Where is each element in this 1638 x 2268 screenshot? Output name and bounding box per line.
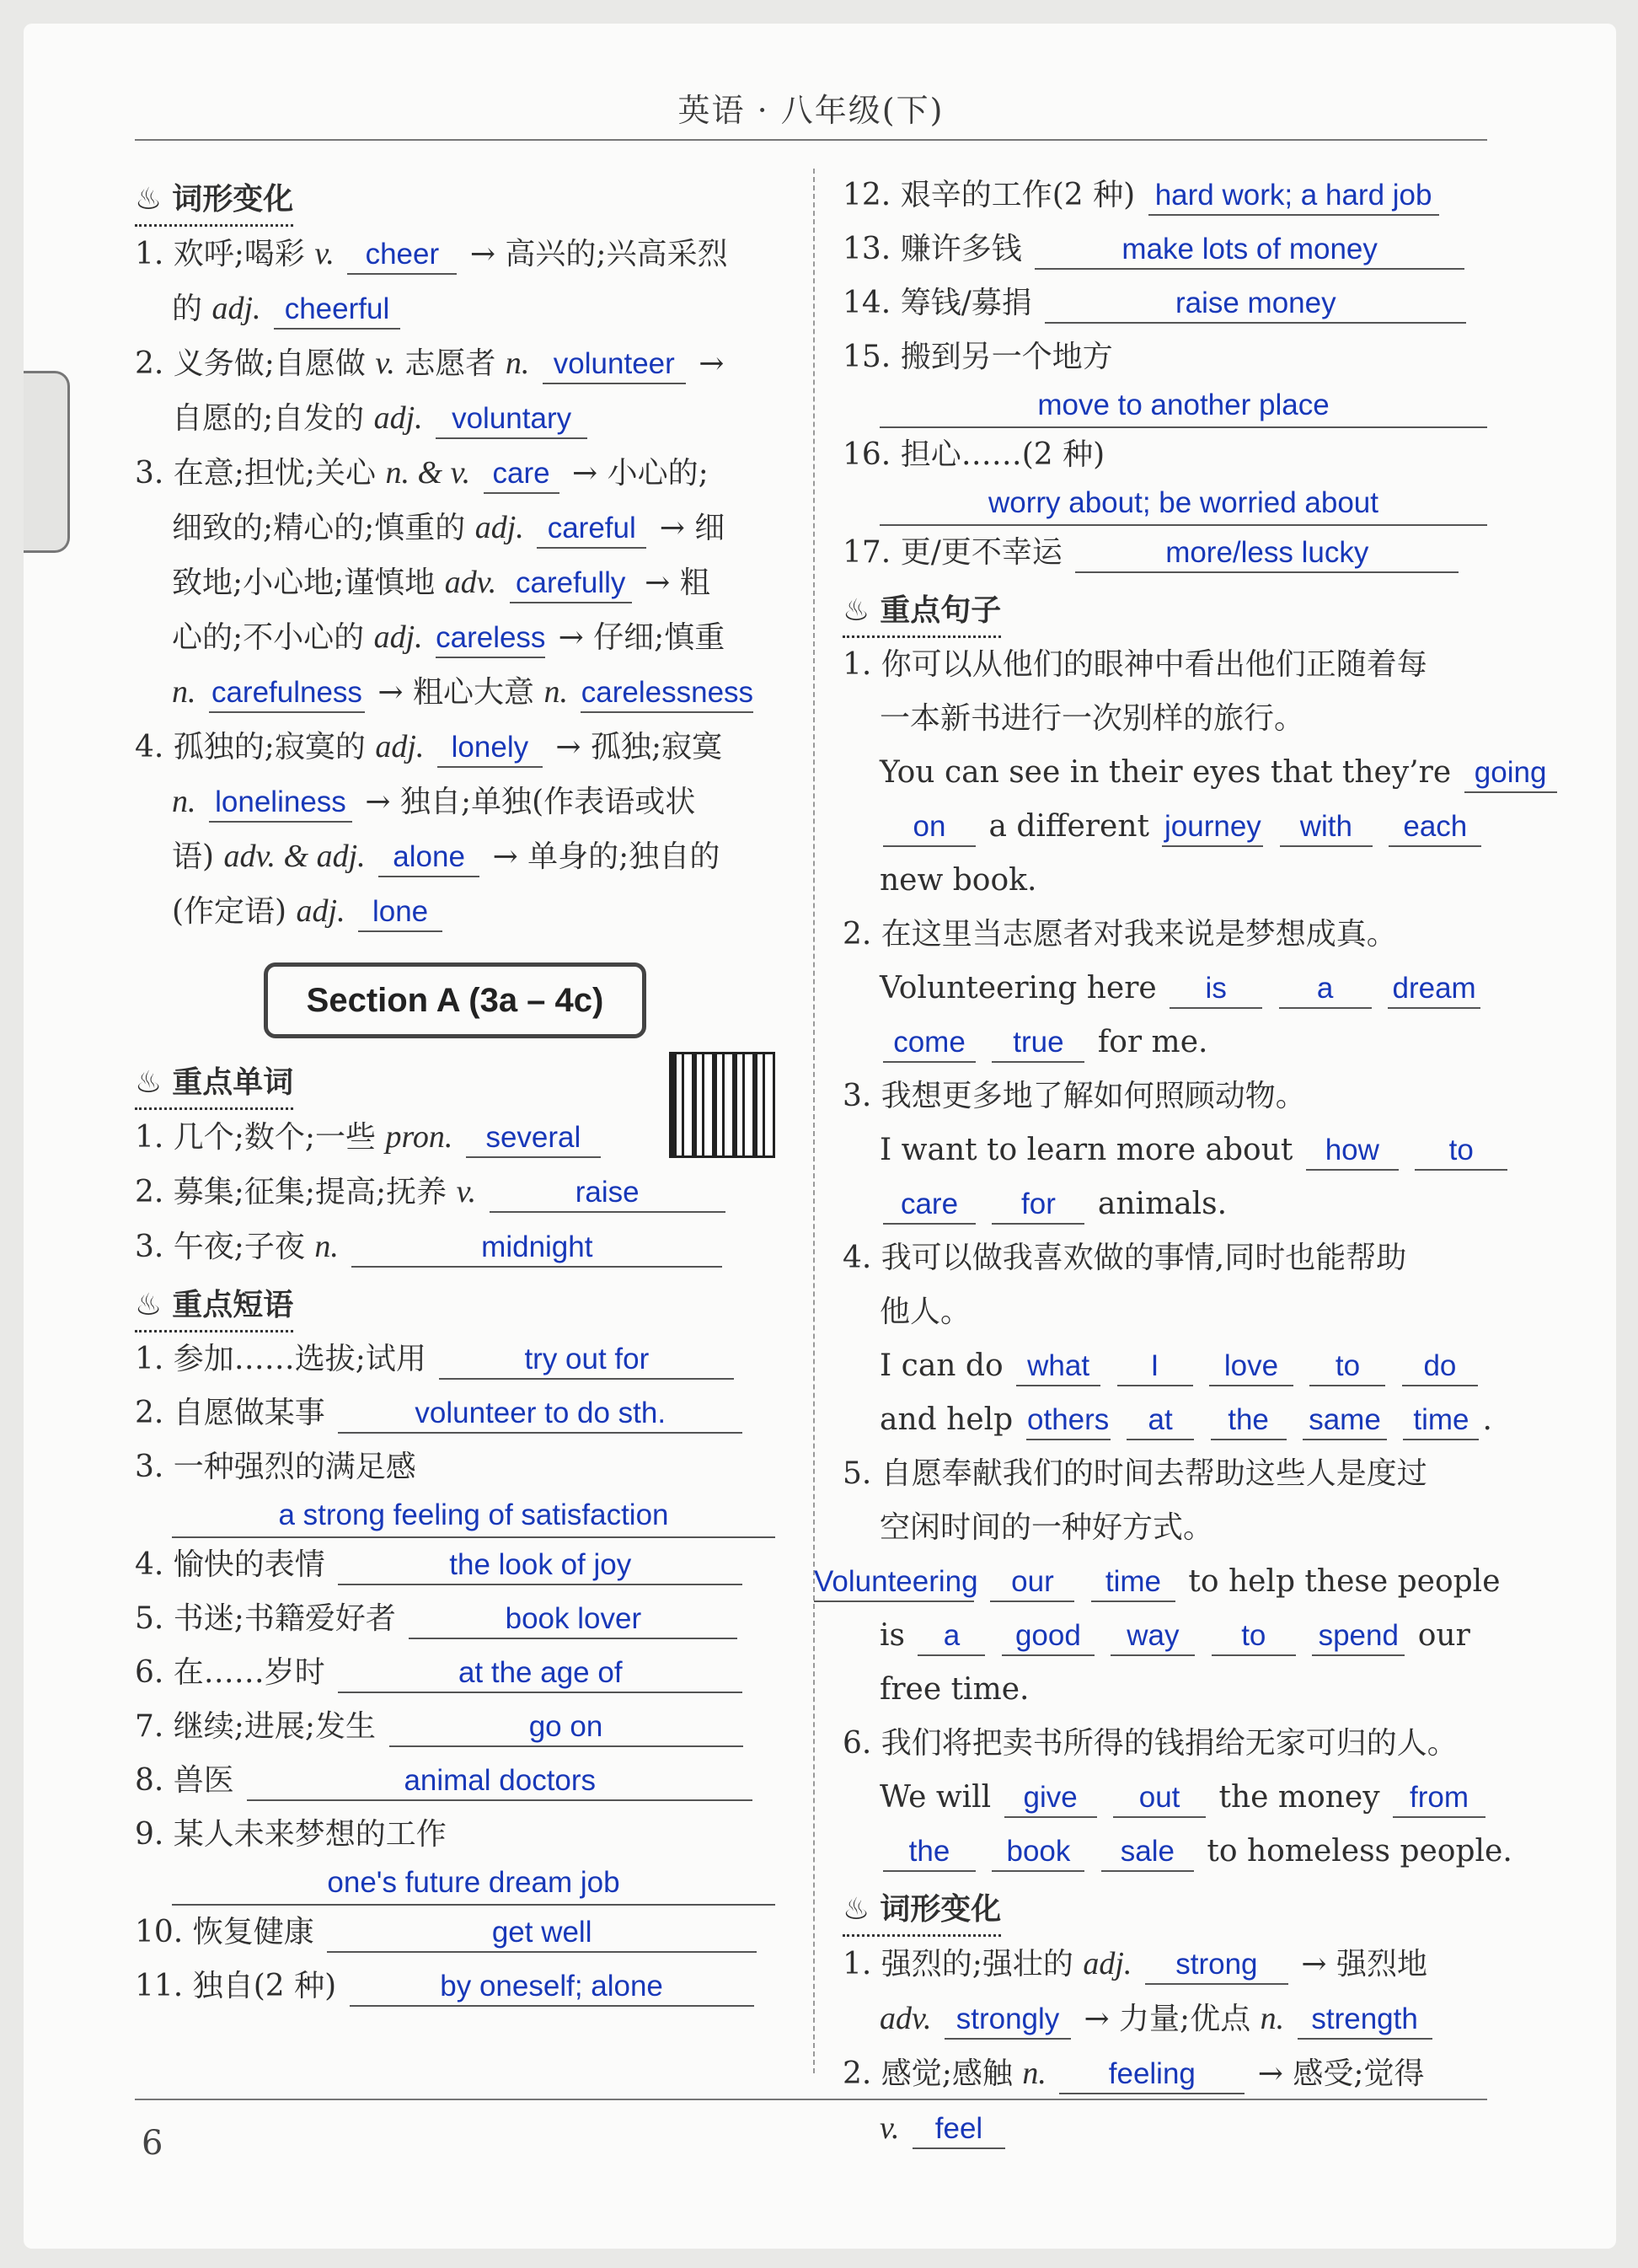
answer-blank: the (883, 1833, 976, 1872)
answer-blank: journey (1162, 808, 1263, 847)
answer-blank: strength (1298, 2001, 1432, 2040)
answer-blank: carelessness (581, 674, 753, 713)
page-number: 6 (142, 2124, 163, 2163)
answer-blank: how (1306, 1132, 1399, 1171)
answer-blank: to (1309, 1348, 1385, 1386)
answer-blank: each (1389, 808, 1481, 847)
list-item: 1. 强烈的;强壮的 adj. strong → 强烈地 (843, 1937, 1487, 1992)
steam-bowl-icon: ♨ (135, 1065, 163, 1100)
sentence-prompt: 一本新书进行一次别样的旅行。 (880, 701, 1305, 736)
sentence-answer: on a different journey with each (843, 800, 1487, 854)
answer-blank: out (1113, 1779, 1206, 1818)
answer-blank: careful (537, 510, 646, 549)
sentence-answer: Volunteering our time to help these people (843, 1555, 1487, 1609)
sentence-prompt: 1. 你可以从他们的眼神中看出他们正随着每 (843, 647, 1427, 682)
list-item: 8. 兽医 animal doctors (135, 1754, 775, 1808)
sentence-answer: We will give out the money from (843, 1771, 1487, 1825)
answer-blank: a (918, 1617, 985, 1656)
list-item: 1. 几个;数个;一些 pron. several (135, 1110, 775, 1165)
word-forms-2-heading: ♨ 词形变化 (843, 1885, 1001, 1937)
answer-blank: book lover (409, 1600, 737, 1639)
answer-blank: lonely (437, 729, 543, 768)
list-item: 17. 更/更不幸运 more/less lucky (843, 526, 1487, 580)
answer-blank: at the age of (338, 1654, 742, 1693)
answer-blank: what (1016, 1348, 1100, 1386)
page-header: 英语 · 八年级(下) (677, 92, 945, 129)
list-item: (作定语) adj. lone (135, 884, 775, 939)
list-item: n. loneliness → 独自;单独(作表语或状 (135, 775, 775, 829)
list-item: 致地;小心地;谨慎地 adv. carefully → 粗 (135, 555, 775, 610)
answer-blank: by oneself; alone (350, 1968, 754, 2007)
answer-blank: care (484, 455, 559, 494)
answer-blank: feeling (1059, 2056, 1245, 2094)
answer-blank: the (1211, 1402, 1287, 1440)
answer-blank: strongly (945, 2001, 1071, 2040)
list-item: n. carefulness → 粗心大意 n. carelessness (135, 665, 775, 720)
answer-blank: careless (436, 619, 545, 658)
left-column (135, 169, 775, 2013)
sentence-answer: is a good way to spend our (843, 1609, 1487, 1663)
list-item: 1. 欢呼;喝彩 v. cheer → 高兴的;兴高采烈 (135, 227, 775, 281)
answer-blank: good (1002, 1617, 1095, 1656)
list-item: 16. 担心……(2 种) (843, 437, 1105, 472)
answer-blank: others (1026, 1402, 1111, 1440)
list-item: 10. 恢复健康 get well (135, 1906, 775, 1960)
key-phrases-heading: ♨ 重点短语 (135, 1281, 293, 1332)
answer-blank: animal doctors (247, 1762, 752, 1801)
sentence-answer: and help others at the same time . (843, 1393, 1487, 1447)
list-item: v. feel (843, 2101, 1487, 2156)
answer-blank: try out for (439, 1341, 734, 1380)
list-item: 2. 募集;征集;提高;抚养 v. raise (135, 1165, 775, 1220)
key-words-block (135, 1052, 775, 1274)
answer-blank: the look of joy (338, 1547, 742, 1585)
answer-blank: more/less lucky (1075, 534, 1459, 573)
sentence-answer: new book. (880, 863, 1037, 898)
answer-blank: from (1393, 1779, 1485, 1818)
answer-blank: for (992, 1186, 1084, 1225)
answer-blank: midnight (351, 1229, 722, 1268)
answer-blank: alone (378, 839, 479, 877)
answer-blank: true (992, 1024, 1084, 1063)
footer-divider (135, 2099, 1487, 2100)
sentence-answer: come true for me. (843, 1016, 1487, 1070)
answer-blank: to (1212, 1617, 1296, 1656)
answer-blank: time (1403, 1402, 1479, 1440)
header-divider (135, 139, 1487, 141)
answer-blank: sale (1101, 1833, 1194, 1872)
answer-blank: raise money (1045, 285, 1466, 324)
list-item: 2. 义务做;自愿做 v. 志愿者 n. volunteer → (135, 336, 775, 391)
sentence-prompt: 空闲时间的一种好方式。 (880, 1510, 1214, 1545)
answer-blank: hard work; a hard job (1148, 177, 1439, 216)
sentence-answer: Volunteering here is a dream (843, 962, 1487, 1016)
list-item: 15. 搬到另一个地方 (843, 340, 1113, 374)
answer-blank: a (1279, 970, 1372, 1009)
answer-blank: care (883, 1186, 976, 1225)
qr-code-icon[interactable] (669, 1052, 775, 1158)
answer-blank: come (883, 1024, 976, 1063)
answer-blank: carefulness (209, 674, 365, 713)
list-item: 13. 赚许多钱 make lots of money (843, 223, 1487, 276)
answer-blank: dream (1388, 970, 1480, 1009)
answer-blank: cheerful (274, 291, 400, 330)
list-item: adv. strongly → 力量;优点 n. strength (843, 1992, 1487, 2046)
sentence-prompt: 6. 我们将把卖书所得的钱捐给无家可归的人。 (843, 1726, 1458, 1761)
list-item: 3. 午夜;子夜 n. midnight (135, 1220, 775, 1274)
steam-bowl-icon: ♨ (135, 182, 163, 217)
answer-blank: lone (358, 893, 442, 932)
list-item: 的 adj. cheerful (135, 281, 775, 336)
list-item: 2. 自愿做某事 volunteer to do sth. (135, 1386, 775, 1440)
answer-blank: voluntary (436, 400, 587, 439)
steam-bowl-icon: ♨ (135, 1288, 163, 1322)
list-item: 7. 继续;进展;发生 go on (135, 1700, 775, 1754)
answer-blank: same (1303, 1402, 1387, 1440)
answer-blank: do (1402, 1348, 1478, 1386)
answer-blank: several (466, 1119, 601, 1158)
answer-blank: cheer (347, 236, 457, 275)
sentence-prompt: 他人。 (880, 1295, 972, 1329)
answer-blank: time (1091, 1563, 1175, 1602)
answer-blank: book (992, 1833, 1084, 1872)
sentence-prompt: 3. 我想更多地了解如何照顾动物。 (843, 1079, 1306, 1113)
list-item: 4. 孤独的;寂寞的 adj. lonely → 孤独;寂寞 (135, 720, 775, 775)
list-item: 9. 某人未来梦想的工作 (135, 1817, 447, 1852)
answer-blank: worry about; be worried about (880, 482, 1487, 526)
key-words-heading: ♨ 重点单词 (135, 1059, 293, 1110)
list-item: 1. 参加……选拔;试用 try out for (135, 1332, 775, 1386)
unit-side-tab (24, 371, 70, 553)
answer-blank: going (1464, 754, 1557, 793)
list-item: 4. 愉快的表情 the look of joy (135, 1538, 775, 1592)
section-banner-wrap (135, 962, 775, 1038)
answer-blank: one's future dream job (172, 1862, 775, 1906)
list-item: 6. 在……岁时 at the age of (135, 1646, 775, 1700)
answer-blank: volunteer (543, 346, 686, 384)
answer-blank: carefully (510, 565, 632, 603)
right-column (814, 169, 1547, 2156)
answer-blank: love (1209, 1348, 1293, 1386)
answer-blank: way (1111, 1617, 1195, 1656)
steam-bowl-icon: ♨ (843, 593, 870, 628)
answer-blank: get well (327, 1914, 757, 1953)
sentence-prompt: 2. 在这里当志愿者对我来说是梦想成真。 (843, 917, 1397, 952)
answer-blank: move to another place (880, 384, 1487, 428)
sentence-answer: I want to learn more about how to (843, 1123, 1487, 1177)
answer-blank: loneliness (209, 784, 352, 823)
answer-blank: Volunteering (814, 1563, 974, 1602)
list-item: 细致的;精心的;慎重的 adj. careful → 细 (135, 501, 775, 555)
sentence-answer: free time. (880, 1672, 1030, 1707)
sentence-answer: the book sale to homeless people. (843, 1825, 1487, 1879)
answer-blank: our (990, 1563, 1074, 1602)
answer-blank: I (1117, 1348, 1193, 1386)
answer-blank: is (1170, 970, 1262, 1009)
list-item: 14. 筹钱/募捐 raise money (843, 276, 1487, 330)
sentence-answer: I can do what I love to do (843, 1339, 1487, 1393)
sentence-prompt: 4. 我可以做我喜欢做的事情,同时也能帮助 (843, 1241, 1407, 1275)
answer-blank: volunteer to do sth. (338, 1395, 742, 1434)
answer-blank: with (1280, 808, 1373, 847)
answer-blank: make lots of money (1035, 231, 1464, 270)
answer-blank: give (1004, 1779, 1097, 1818)
answer-blank: a strong feeling of satisfaction (172, 1494, 775, 1538)
section-banner: Section A (3a – 4c) (264, 962, 647, 1038)
list-item: 2. 感觉;感触 n. feeling → 感受;觉得 (843, 2046, 1487, 2101)
key-sentences-heading: ♨ 重点句子 (843, 587, 1001, 638)
list-item: 自愿的;自发的 adj. voluntary (135, 391, 775, 446)
list-item: 5. 书迷;书籍爱好者 book lover (135, 1592, 775, 1646)
column-divider (813, 169, 815, 2073)
answer-blank: raise (490, 1174, 725, 1213)
list-item: 12. 艰辛的工作(2 种) hard work; a hard job (843, 169, 1487, 223)
sentence-answer: You can see in their eyes that they’re going (843, 746, 1487, 800)
answer-blank: on (883, 808, 976, 847)
list-item: 11. 独自(2 种) by oneself; alone (135, 1960, 775, 2013)
list-item: 3. 一种强烈的满足感 (135, 1450, 416, 1484)
list-item: 语) adv. & adj. alone → 单身的;独自的 (135, 829, 775, 884)
answer-blank: feel (913, 2110, 1005, 2149)
answer-blank: go on (389, 1708, 743, 1747)
sentence-answer: care for animals. (843, 1177, 1487, 1231)
answer-blank: to (1415, 1132, 1507, 1171)
answer-blank: strong (1145, 1946, 1288, 1985)
list-item: 心的;不小心的 adj. careless → 仔细;慎重 (135, 610, 775, 665)
list-item: 3. 在意;担忧;关心 n. & v. care → 小心的; (135, 446, 775, 501)
steam-bowl-icon: ♨ (843, 1892, 870, 1927)
sentence-prompt: 5. 自愿奉献我们的时间去帮助这些人是度过 (843, 1456, 1427, 1491)
answer-blank: spend (1312, 1617, 1405, 1656)
answer-blank: at (1127, 1402, 1194, 1440)
word-forms-heading: ♨ 词形变化 (135, 175, 293, 227)
